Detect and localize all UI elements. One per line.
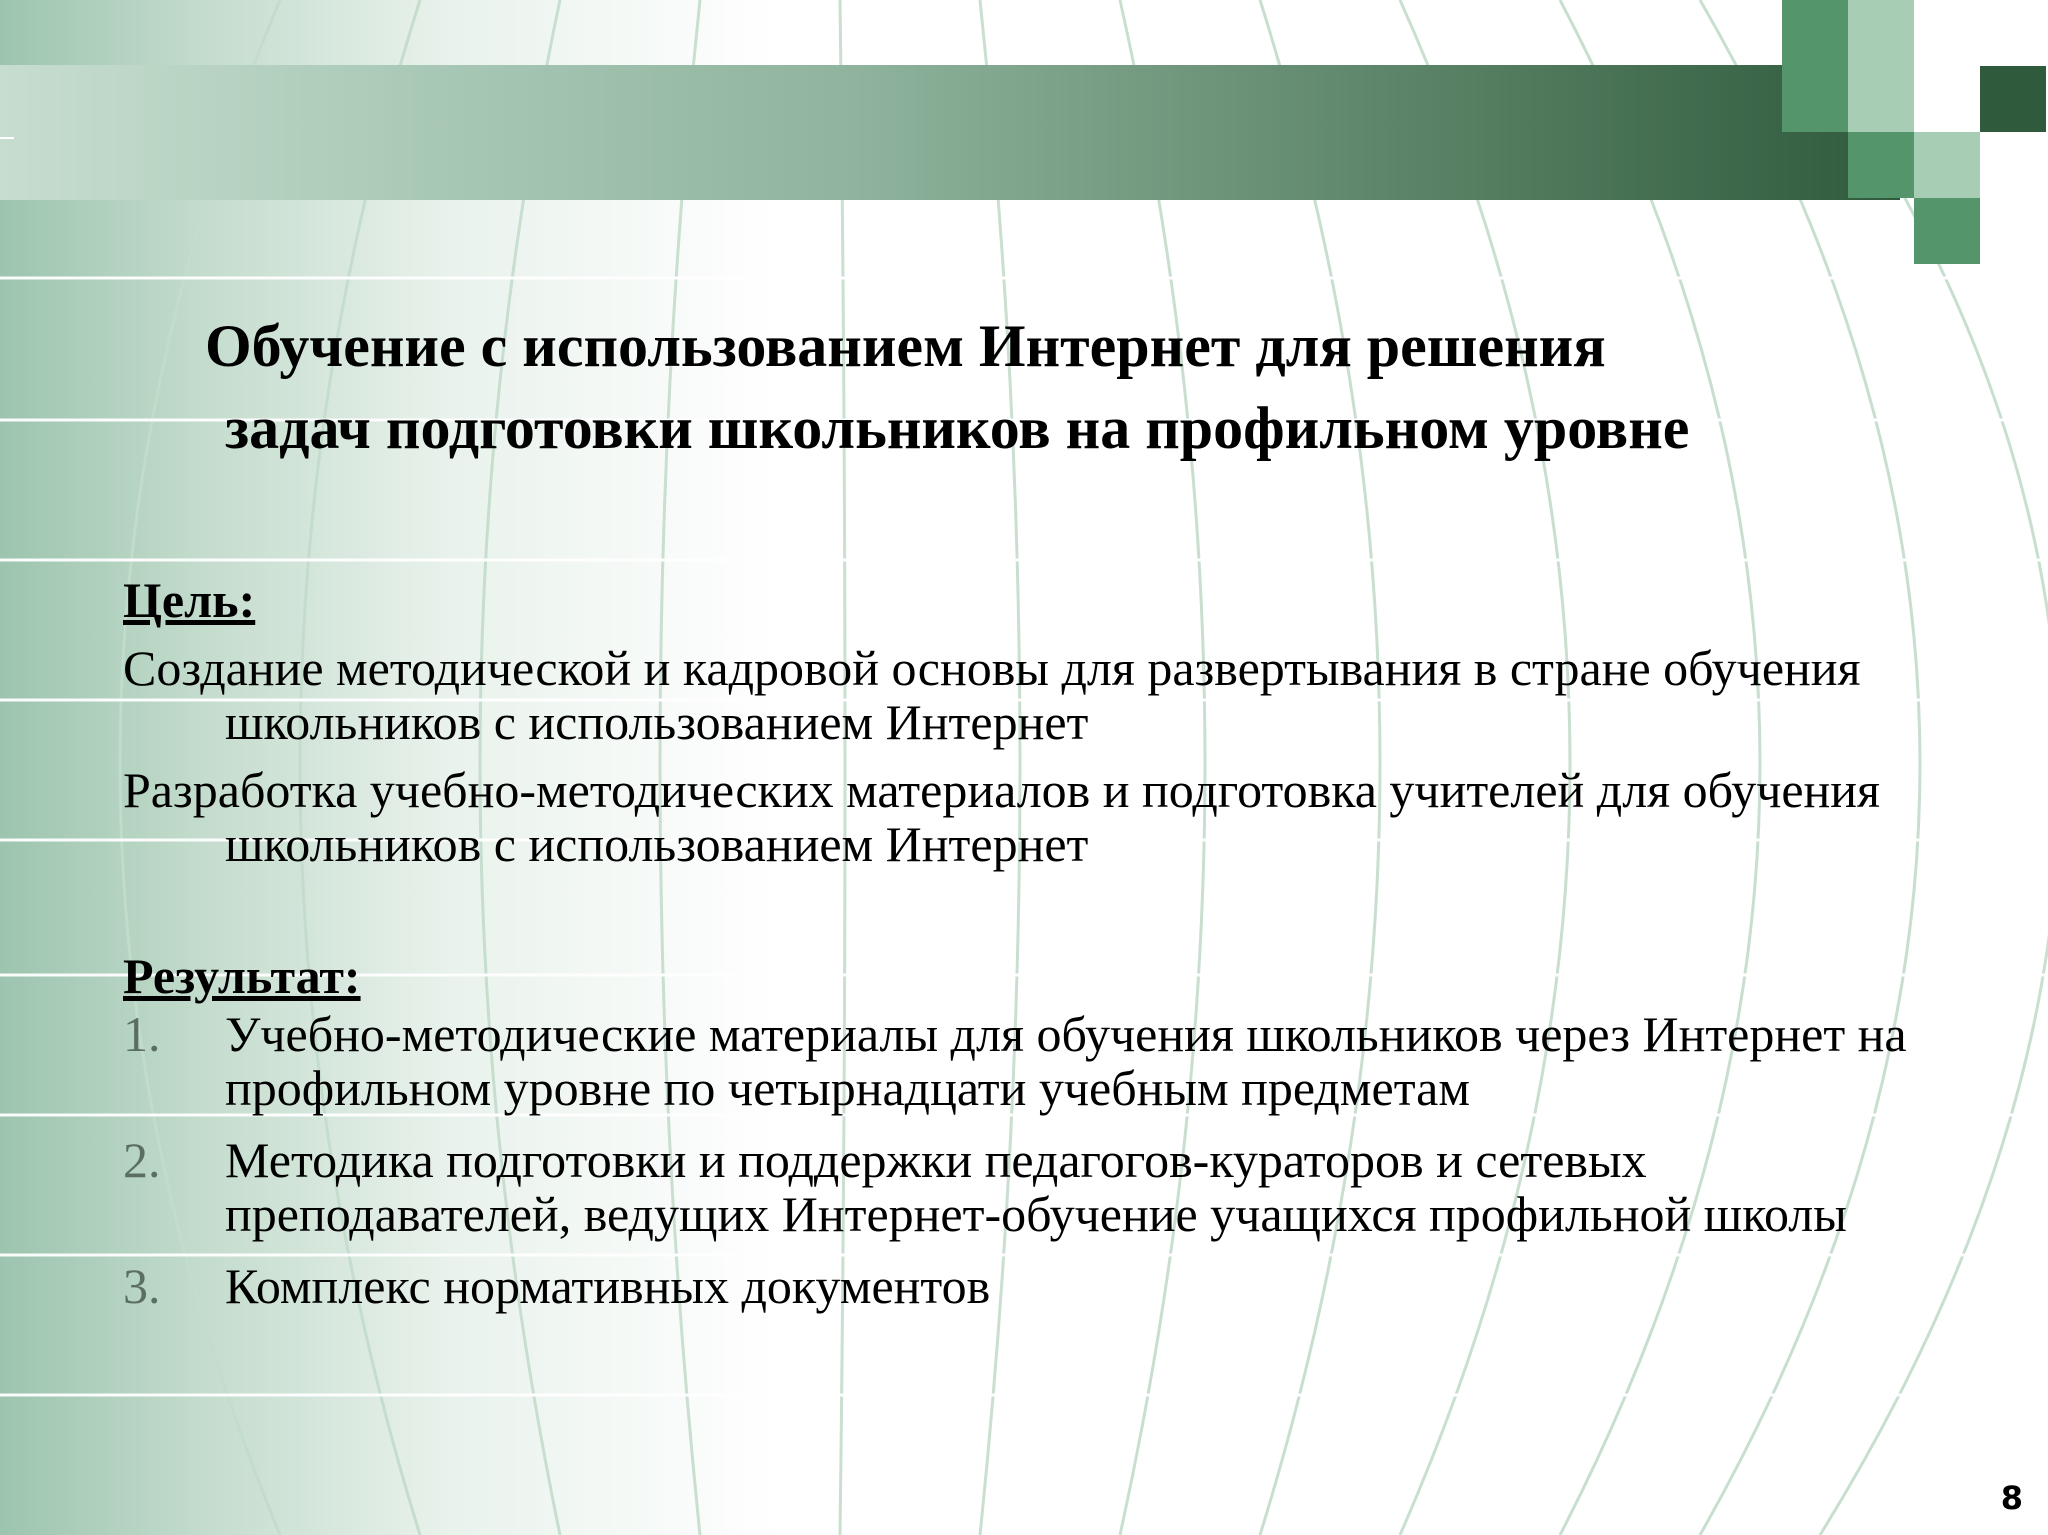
result-item bbox=[123, 1007, 1923, 1115]
goal-item: Разработка учебно-методических материалов и подготовка учителей для обучения школьников с использованием Интернет bbox=[123, 762, 1881, 872]
result-item-text: Методика подготовки и поддержки педагогов-кураторов и сетевых преподавателей, ведущих Интернет-обучение учащихся профильной школы bbox=[225, 1132, 1847, 1242]
decor-square bbox=[1914, 198, 1980, 264]
decor-square bbox=[1782, 0, 1848, 66]
band-tick-mark bbox=[0, 137, 14, 139]
result-item-text: Учебно-методические материалы для обучения школьников через Интернет на профильном уровне по четырнадцати учебным предметам bbox=[225, 1006, 1907, 1116]
result-item-text: Комплекс нормативных документов bbox=[225, 1258, 991, 1314]
page-number: 8 bbox=[2000, 1479, 2023, 1517]
goal-heading: Цель: bbox=[123, 572, 256, 628]
decor-square bbox=[1848, 132, 1914, 198]
decor-square bbox=[1980, 66, 2046, 132]
result-item-number: 1. bbox=[123, 1006, 161, 1062]
decor-square bbox=[1848, 0, 1914, 66]
slide-title bbox=[205, 305, 1965, 469]
decor-square bbox=[1914, 132, 1980, 198]
result-item bbox=[123, 1259, 1923, 1313]
result-item bbox=[123, 1133, 1923, 1241]
result-list bbox=[123, 1007, 1923, 1313]
slide-title-line: задач подготовки школьников на профильном уровне bbox=[225, 395, 1690, 461]
result-heading: Результат: bbox=[123, 948, 361, 1004]
goal-item: Создание методической и кадровой основы для развертывания в стране обучения школьников с использованием Интернет bbox=[123, 640, 1861, 750]
decor-square bbox=[1782, 66, 1848, 132]
slide-body bbox=[123, 573, 1923, 1313]
slide-title-line: Обучение с использованием Интернет для решения bbox=[205, 313, 1606, 379]
decor-square bbox=[1848, 66, 1914, 132]
result-item-number: 3. bbox=[123, 1258, 161, 1314]
header-band bbox=[0, 65, 1900, 200]
result-item-number: 2. bbox=[123, 1132, 161, 1188]
section-spacer bbox=[123, 871, 1923, 949]
